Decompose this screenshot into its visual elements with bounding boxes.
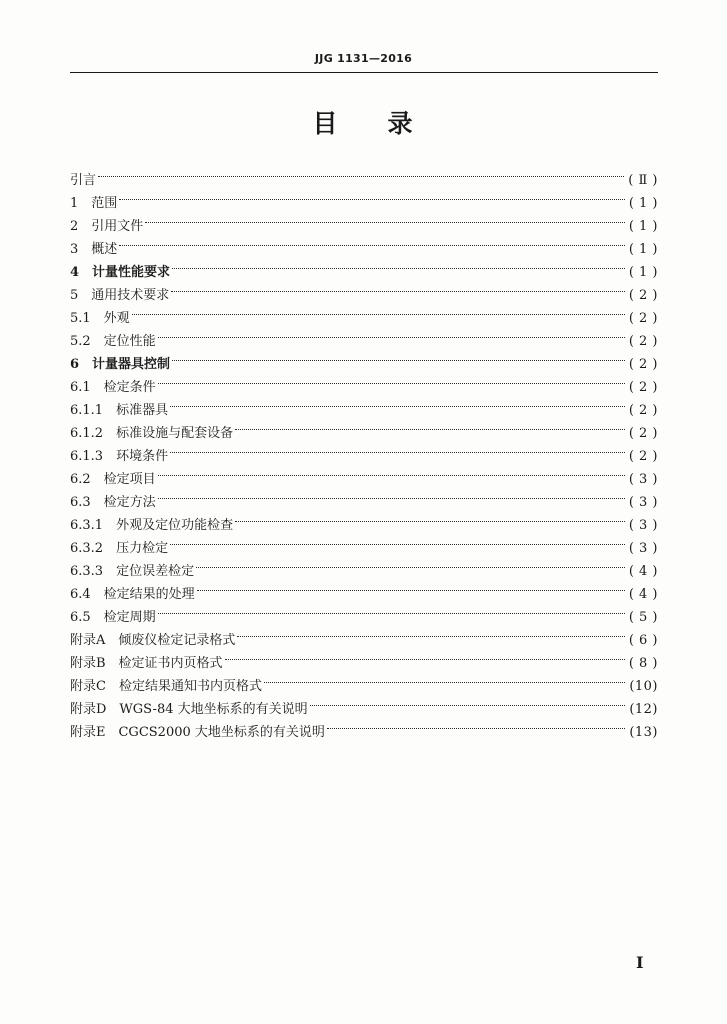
toc-entry-page: (13) [629, 725, 658, 740]
toc-entry-page: ( 2 ) [628, 380, 658, 395]
toc-entry-label: 5.1 外观 [70, 311, 130, 326]
toc-entry-page: ( 1 ) [628, 219, 658, 234]
toc-entry-label: 6.3 检定方法 [70, 495, 156, 510]
toc-entry-page: ( 3 ) [628, 541, 658, 556]
toc-entry-page: ( 1 ) [628, 265, 658, 280]
toc-leader-dots [98, 153, 624, 177]
toc-entry-page: ( 1 ) [628, 242, 658, 257]
toc-leader-dots [170, 383, 625, 407]
toc-leader-dots [158, 360, 625, 384]
toc-leader-dots [119, 176, 625, 200]
toc-entry-label: 6.1.3 环境条件 [70, 449, 169, 464]
toc-entry-label: 6.3.1 外观及定位功能检查 [70, 518, 234, 533]
toc-title-part1: 目 [312, 109, 340, 138]
toc-entry-label: 附录E CGCS2000 大地坐标系的有关说明 [70, 725, 325, 740]
toc-entry-page: ( 3 ) [628, 472, 658, 487]
toc-leader-dots [327, 705, 625, 729]
toc-entry-page: ( Ⅱ ) [628, 173, 658, 188]
toc-entry-page: ( 5 ) [628, 610, 658, 625]
toc-leader-dots [171, 268, 625, 292]
toc-entry-page: ( 2 ) [628, 449, 658, 464]
toc-entry-label: 6.1 检定条件 [70, 380, 156, 395]
toc-leader-dots [158, 590, 625, 614]
toc-leader-dots [235, 498, 625, 522]
toc-list [70, 160, 658, 740]
toc-entry-label: 6.1.2 标准设施与配套设备 [70, 426, 234, 441]
toc-leader-dots [158, 314, 625, 338]
toc-entry-label: 6.3.3 定位误差检定 [70, 564, 195, 579]
toc-entry-page: ( 4 ) [628, 564, 658, 579]
header-rule [70, 72, 658, 73]
toc-entry-label: 6.4 检定结果的处理 [70, 587, 195, 602]
toc-entry-label: 3 概述 [70, 242, 118, 257]
page-number: I [636, 953, 644, 972]
toc-entry-page: ( 2 ) [628, 357, 658, 372]
toc-entry-label: 引言 [70, 173, 97, 188]
toc-leader-dots [196, 544, 625, 568]
toc-leader-dots [237, 613, 624, 637]
toc-entry-page: ( 2 ) [628, 311, 658, 326]
toc-leader-dots [145, 199, 625, 223]
toc-entry-page: ( 4 ) [628, 587, 658, 602]
toc-entry-label: 1 范围 [70, 196, 118, 211]
toc-entry-page: ( 3 ) [628, 495, 658, 510]
toc-leader-dots [264, 659, 625, 683]
standard-code: JJG 1131—2016 [314, 52, 413, 65]
toc-leader-dots [172, 337, 625, 361]
toc-leader-dots [170, 429, 625, 453]
toc-entry-label: 6.5 检定周期 [70, 610, 156, 625]
toc-leader-dots [225, 636, 625, 660]
toc-entry-label: 4 计量性能要求 [70, 265, 171, 280]
toc-entry-label: 6.1.1 标准器具 [70, 403, 169, 418]
toc-entry-label: 5.2 定位性能 [70, 334, 156, 349]
toc-leader-dots [132, 291, 625, 315]
toc-entry-label: 附录C 检定结果通知书内页格式 [70, 679, 262, 694]
toc-title-part2: 录 [387, 109, 415, 138]
toc-entry-label: 附录A 倾废仪检定记录格式 [70, 633, 236, 648]
toc-leader-dots [119, 222, 625, 246]
toc-leader-dots [197, 567, 625, 591]
toc-leader-dots [172, 245, 625, 269]
toc-entry-page: ( 3 ) [628, 518, 658, 533]
toc-entry-page: (10) [629, 679, 658, 694]
toc-entry-page: ( 1 ) [628, 196, 658, 211]
toc-leader-dots [310, 682, 626, 706]
toc-entry-label: 附录B 检定证书内页格式 [70, 656, 223, 671]
toc-entry-label: 6.3.2 压力检定 [70, 541, 169, 556]
toc-leader-dots [158, 452, 625, 476]
toc-leader-dots [170, 521, 625, 545]
toc-entry-page: ( 2 ) [628, 288, 658, 303]
toc-leader-dots [235, 406, 625, 430]
toc-entry-page: (12) [629, 702, 658, 717]
toc-entry-page: ( 6 ) [628, 633, 658, 648]
toc-entry-label: 附录D WGS-84 大地坐标系的有关说明 [70, 702, 308, 717]
toc-entry-label: 6.2 检定项目 [70, 472, 156, 487]
toc-entry-label: 5 通用技术要求 [70, 288, 170, 303]
toc-entry-page: ( 2 ) [628, 334, 658, 349]
toc-entry-page: ( 8 ) [628, 656, 658, 671]
toc-entry-page: ( 2 ) [628, 403, 658, 418]
toc-leader-dots [158, 475, 625, 499]
toc-entry-label: 2 引用文件 [70, 219, 144, 234]
toc-entry-page: ( 2 ) [628, 426, 658, 441]
toc-entry-label: 6 计量器具控制 [70, 357, 171, 372]
toc-title [0, 104, 727, 140]
